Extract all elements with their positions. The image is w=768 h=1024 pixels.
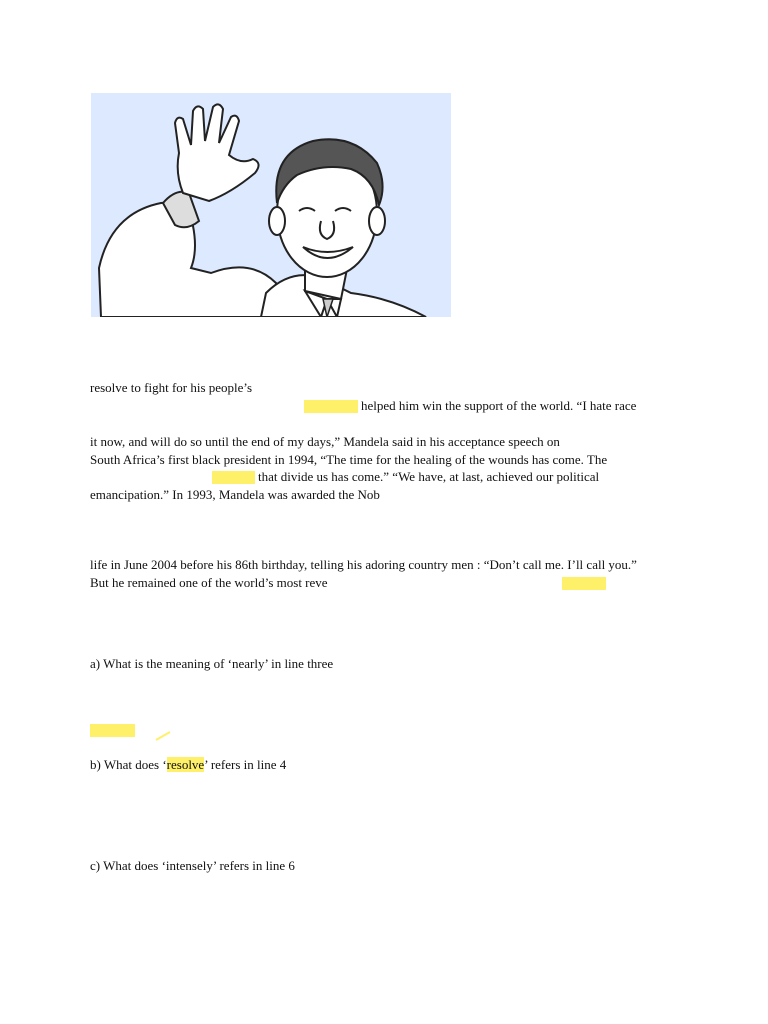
passage-line-5: that divide us has come.” “We have, at last, achieved our political [258,469,600,484]
passage-line-7: life in June 2004 before his 86th birthday, telling his adoring country men : “Don’t call me. I’ll call you.” [90,557,637,572]
highlight-mark [90,724,135,737]
passage-line-8: But he remained one of the world’s most reve [90,575,328,590]
passage-line-4: South Africa’s first black president in 1994, “The time for the healing of the wounds has come. The [90,452,608,467]
passage-line-6: emancipation.” In 1993, Mandela was awarded the Nob [90,487,380,502]
passage-line-1: resolve to fight for his people’s [90,380,253,395]
highlight-mark [212,471,255,484]
question-c: c) What does ‘intensely’ refers in line 6 [90,858,295,873]
question-b-suffix: ’ refers in line 4 [204,757,287,772]
pen-stroke-icon [154,730,172,742]
highlight-mark [304,400,358,413]
highlighted-word-resolve: resolve [166,757,205,772]
question-b [90,757,286,773]
question-b-prefix: b) What does ‘ [90,757,167,772]
passage-line-3: it now, and will do so until the end of my days,” Mandela said in his acceptance speech on [90,434,560,449]
question-a: a) What is the meaning of ‘nearly’ in line three [90,656,334,671]
highlight-mark [562,577,606,590]
portrait-illustration-icon [91,93,451,317]
passage-line-2: helped him win the support of the world. “I hate race [361,398,637,413]
